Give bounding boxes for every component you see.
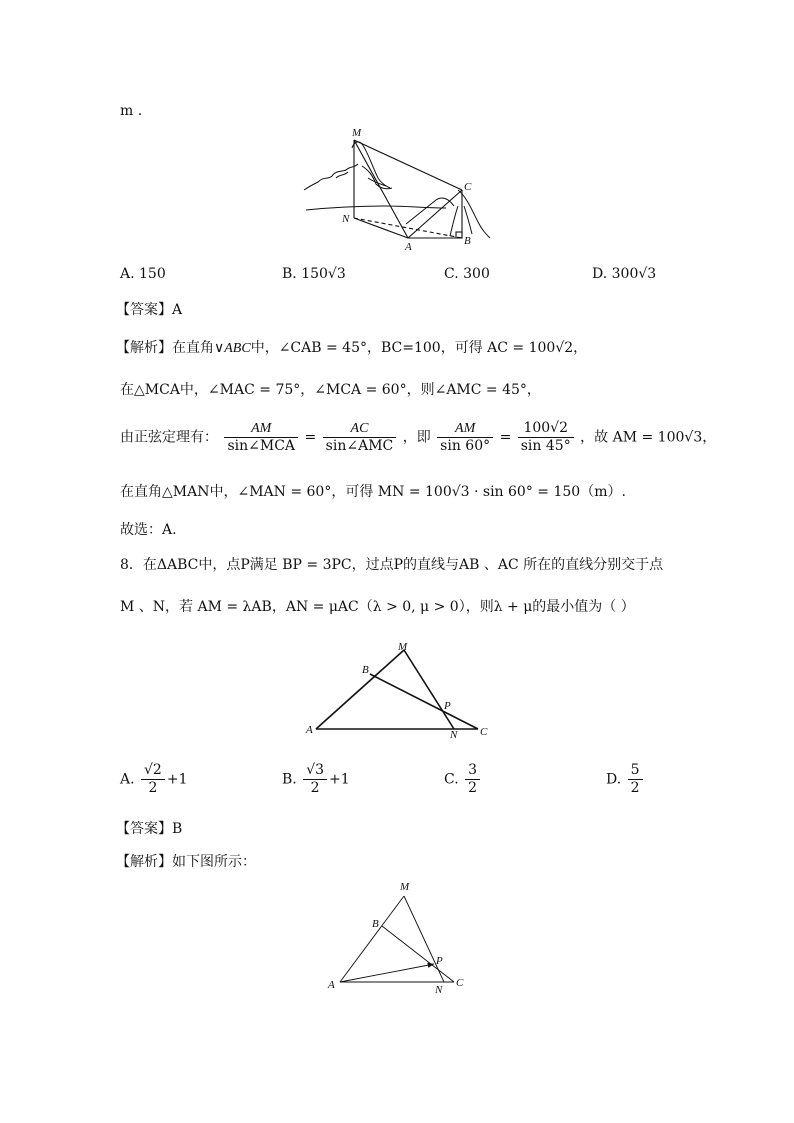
q8-option-a	[120, 762, 187, 797]
q8-analysis	[116, 853, 256, 871]
unit-text: m .	[120, 103, 143, 119]
triangle-figure-2	[322, 876, 472, 998]
q7-analysis-line1	[116, 339, 587, 358]
mountain-figure	[296, 126, 496, 254]
q7-analysis-line2: 在△MCA中，∠MAC = 75°，∠MCA = 60°，则∠AMC = 45°，	[120, 382, 541, 398]
option-letter: B.	[282, 266, 297, 282]
option-value: 150√3	[301, 266, 346, 282]
line1-part-c: 中，∠CAB = 45°，BC=100，可得 AC = 100√2，	[250, 340, 588, 356]
q7-answer	[116, 301, 182, 319]
q7-conclusion: 故选：A.	[120, 522, 177, 538]
answer-label: 【答案】	[116, 821, 172, 837]
q7-analysis-line3: 由正弦定理有： $\frac{AM}{\text{sin∠MCA}}$ = $\frac{AC}{\text{sin∠AMC}}$ ，即 $\frac{AM}{\sin 60^\circ}$ = $\frac{100√2}{\sin 45^\circ}$ ，故 AM = 100√3，	[120, 420, 717, 454]
fig1-label-C: C	[464, 181, 472, 193]
option-letter: A.	[120, 266, 135, 282]
option-letter: A.	[120, 771, 135, 788]
q7-option-c	[444, 265, 490, 283]
line1-part-a: 在直角∨	[172, 340, 225, 356]
analysis-text: 如下图所示：	[172, 854, 256, 870]
q8-option-b	[282, 762, 350, 797]
q7-option-d	[592, 265, 656, 283]
fig2-label-C: C	[480, 726, 488, 738]
answer-label: 【答案】	[116, 302, 172, 318]
fraction-ac-over-sin-amc: $\frac{AC}{\text{sin∠AMC}}$	[323, 420, 397, 455]
triangle-figure-1	[302, 640, 492, 740]
fraction-am-over-sin60: $\frac{AM}{\sin 60^\circ}$	[437, 420, 493, 455]
fig2-label-N: N	[450, 729, 458, 740]
q8-stem-line2: M 、N，若 AM = λAB，AN = μAC（λ > 0, μ > 0），则λ + μ的最小值为（ ）	[120, 599, 635, 615]
option-letter: C.	[444, 771, 459, 788]
fig3-label-B: B	[372, 918, 379, 930]
q8-option-d	[606, 762, 645, 797]
option-fraction: $\frac{√3}{2}$	[303, 762, 327, 797]
option-letter: C.	[444, 266, 459, 282]
fraction-100root2-over-sin45: $\frac{100√2}{\sin 45^\circ}$	[518, 420, 574, 455]
q7-analysis-line4: 在直角△MAN中，∠MAN = 60°，可得 MN = 100√3 · sin 60° = 150（m）.	[120, 484, 626, 500]
q7-option-b	[282, 265, 346, 283]
line3-prefix: 由正弦定理有：	[120, 429, 218, 446]
fig2-label-B: B	[362, 664, 369, 676]
fig2-label-A: A	[306, 724, 313, 736]
fig3-label-N: N	[435, 984, 443, 996]
q7-option-a	[120, 265, 166, 283]
option-value: 300	[463, 266, 490, 282]
option-fraction: $\frac{5}{2}$	[628, 762, 643, 797]
fig3-label-P: P	[436, 955, 443, 967]
option-fraction: $\frac{√2}{2}$	[141, 762, 165, 797]
q8-option-c	[444, 762, 482, 797]
analysis-label: 【解析】	[116, 340, 172, 356]
fig1-label-B: B	[464, 235, 471, 247]
option-tail: +1	[329, 771, 350, 788]
fig2-label-P: P	[444, 700, 451, 712]
q8-answer	[116, 820, 182, 838]
fig3-label-C: C	[456, 977, 464, 989]
answer-value: B	[172, 821, 183, 837]
line1-part-b: ABC	[224, 341, 251, 356]
line3-suffix: ，故 AM = 100√3，	[580, 429, 717, 446]
fig2-label-M: M	[398, 641, 408, 653]
option-letter: D.	[592, 266, 608, 282]
fig3-label-A: A	[328, 979, 335, 991]
fig1-label-M: M	[352, 127, 362, 139]
option-letter: D.	[606, 771, 622, 788]
answer-value: A	[172, 302, 183, 318]
option-value: 150	[139, 266, 166, 282]
option-fraction: $\frac{3}{2}$	[465, 762, 480, 797]
fig3-label-M: M	[400, 881, 410, 893]
fig1-label-A: A	[405, 241, 412, 253]
fraction-am-over-sin-mca: $\frac{AM}{\text{sin∠MCA}}$	[224, 420, 298, 455]
option-tail: +1	[166, 771, 188, 788]
line3-middle: ，即	[402, 429, 431, 446]
option-value: 300√3	[611, 266, 657, 282]
analysis-label: 【解析】	[116, 854, 172, 870]
q8-stem-line1: 8．在ΔABC中，点P满足 BP = 3PC，过点P的直线与AB 、AC 所在的直线分别交于点	[120, 557, 664, 573]
option-letter: B.	[282, 771, 297, 788]
fig1-label-N: N	[342, 213, 350, 225]
